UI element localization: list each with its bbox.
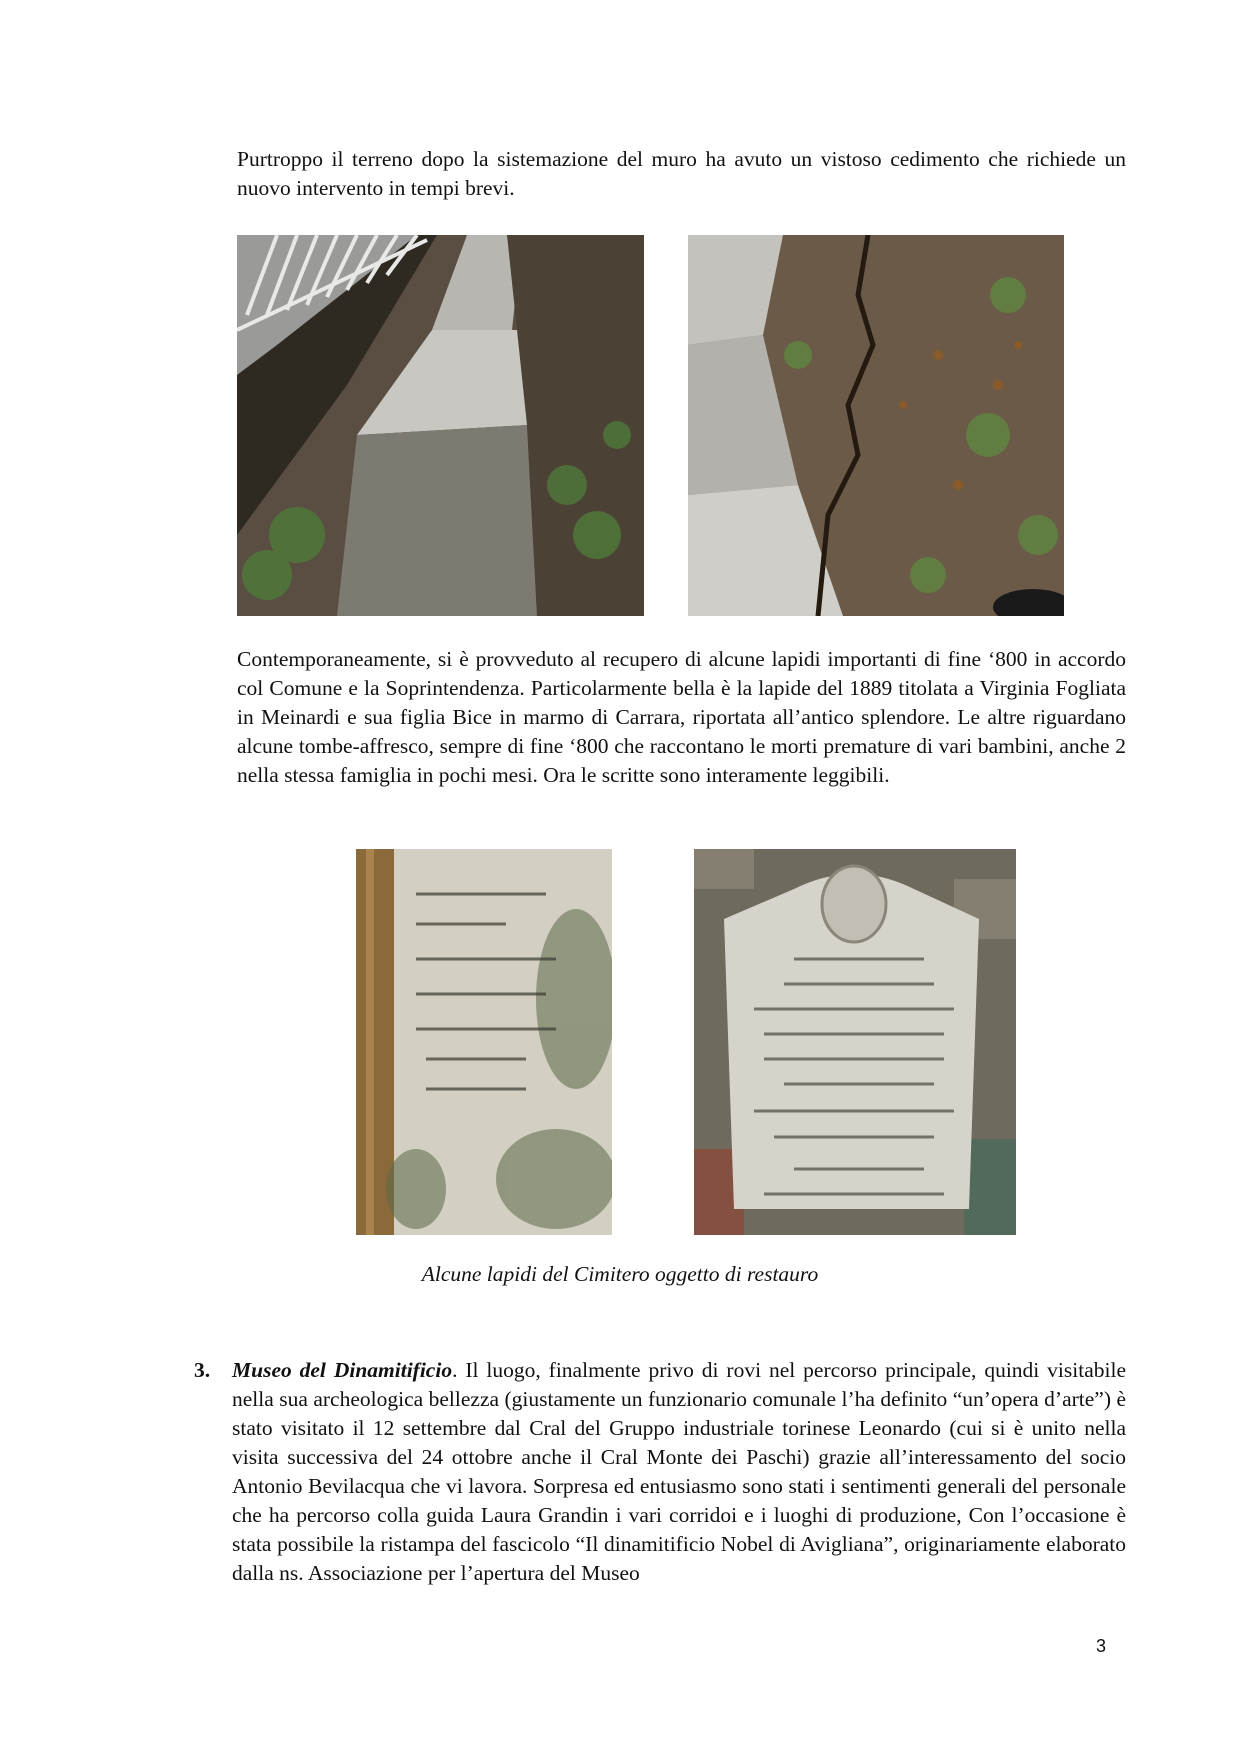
intro-paragraph: Purtroppo il terreno dopo la sistemazione del muro ha avuto un vistoso cedimento che richiede un nuovo intervento in tempi brevi. bbox=[237, 147, 1126, 200]
photo-caption: Alcune lapidi del Cimitero oggetto di restauro bbox=[421, 1262, 819, 1286]
section-title: Museo del Dinamitificio bbox=[232, 1358, 453, 1382]
section-number: 3. bbox=[194, 1358, 211, 1382]
photo-collapsed-path-slabs bbox=[237, 235, 644, 616]
photo-crack-in-ground bbox=[688, 235, 1064, 616]
section-3-text: . Il luogo, finalmente privo di rovi nel percorso principale, quindi visitabile nella sua archeologica bellezza (giustamente un funzionario comunale l’ha definito “un’opera d’arte”) è stato visitato il 12 settembre dal Cral del Gruppo industriale torinese Leonardo (cui si è unito nella visita successiva del 24 ottobre anche il Cral Monte dei Paschi) grazie all’interessamento del socio Antonio Bevilacqua che vi lavora. Sorpresa ed entusiasmo sono stati i sentimenti generali del personale che ha percorso colla guida Laura Grandin i vari corridoi e i luoghi di produzione, Con l’occasione è stata possibile la ristampa del fascicolo “Il dinamitificio Nobel di Avigliana”, originariamente elaborato dalla ns. Associazione per l’apertura del Museo bbox=[232, 1358, 1127, 1585]
restoration-paragraph: Contemporaneamente, si è provveduto al recupero di alcune lapidi importanti di fine ‘800 in accordo col Comune e la Soprintendenza. Particolarmente bella è la lapide del 1889 titolata a Virginia Fogliata in Meinardi e sua figlia Bice in marmo di Carrara, riportata all’antico splendore. Le altre riguardano alcune tombe-affresco, sempre di fine ‘800 che raccontano le morti premature di vari bambini, anche 2 nella stessa famiglia in pochi mesi. Ora le scritte sono interamente leggibili. bbox=[237, 647, 1126, 787]
page-number: 3 bbox=[1096, 1636, 1107, 1656]
photo-tomb-inscription-fresco bbox=[356, 849, 612, 1235]
photo-marble-headstone bbox=[694, 849, 1016, 1235]
section-3-item bbox=[194, 1356, 1127, 1588]
section-3-body bbox=[232, 1356, 1126, 1588]
